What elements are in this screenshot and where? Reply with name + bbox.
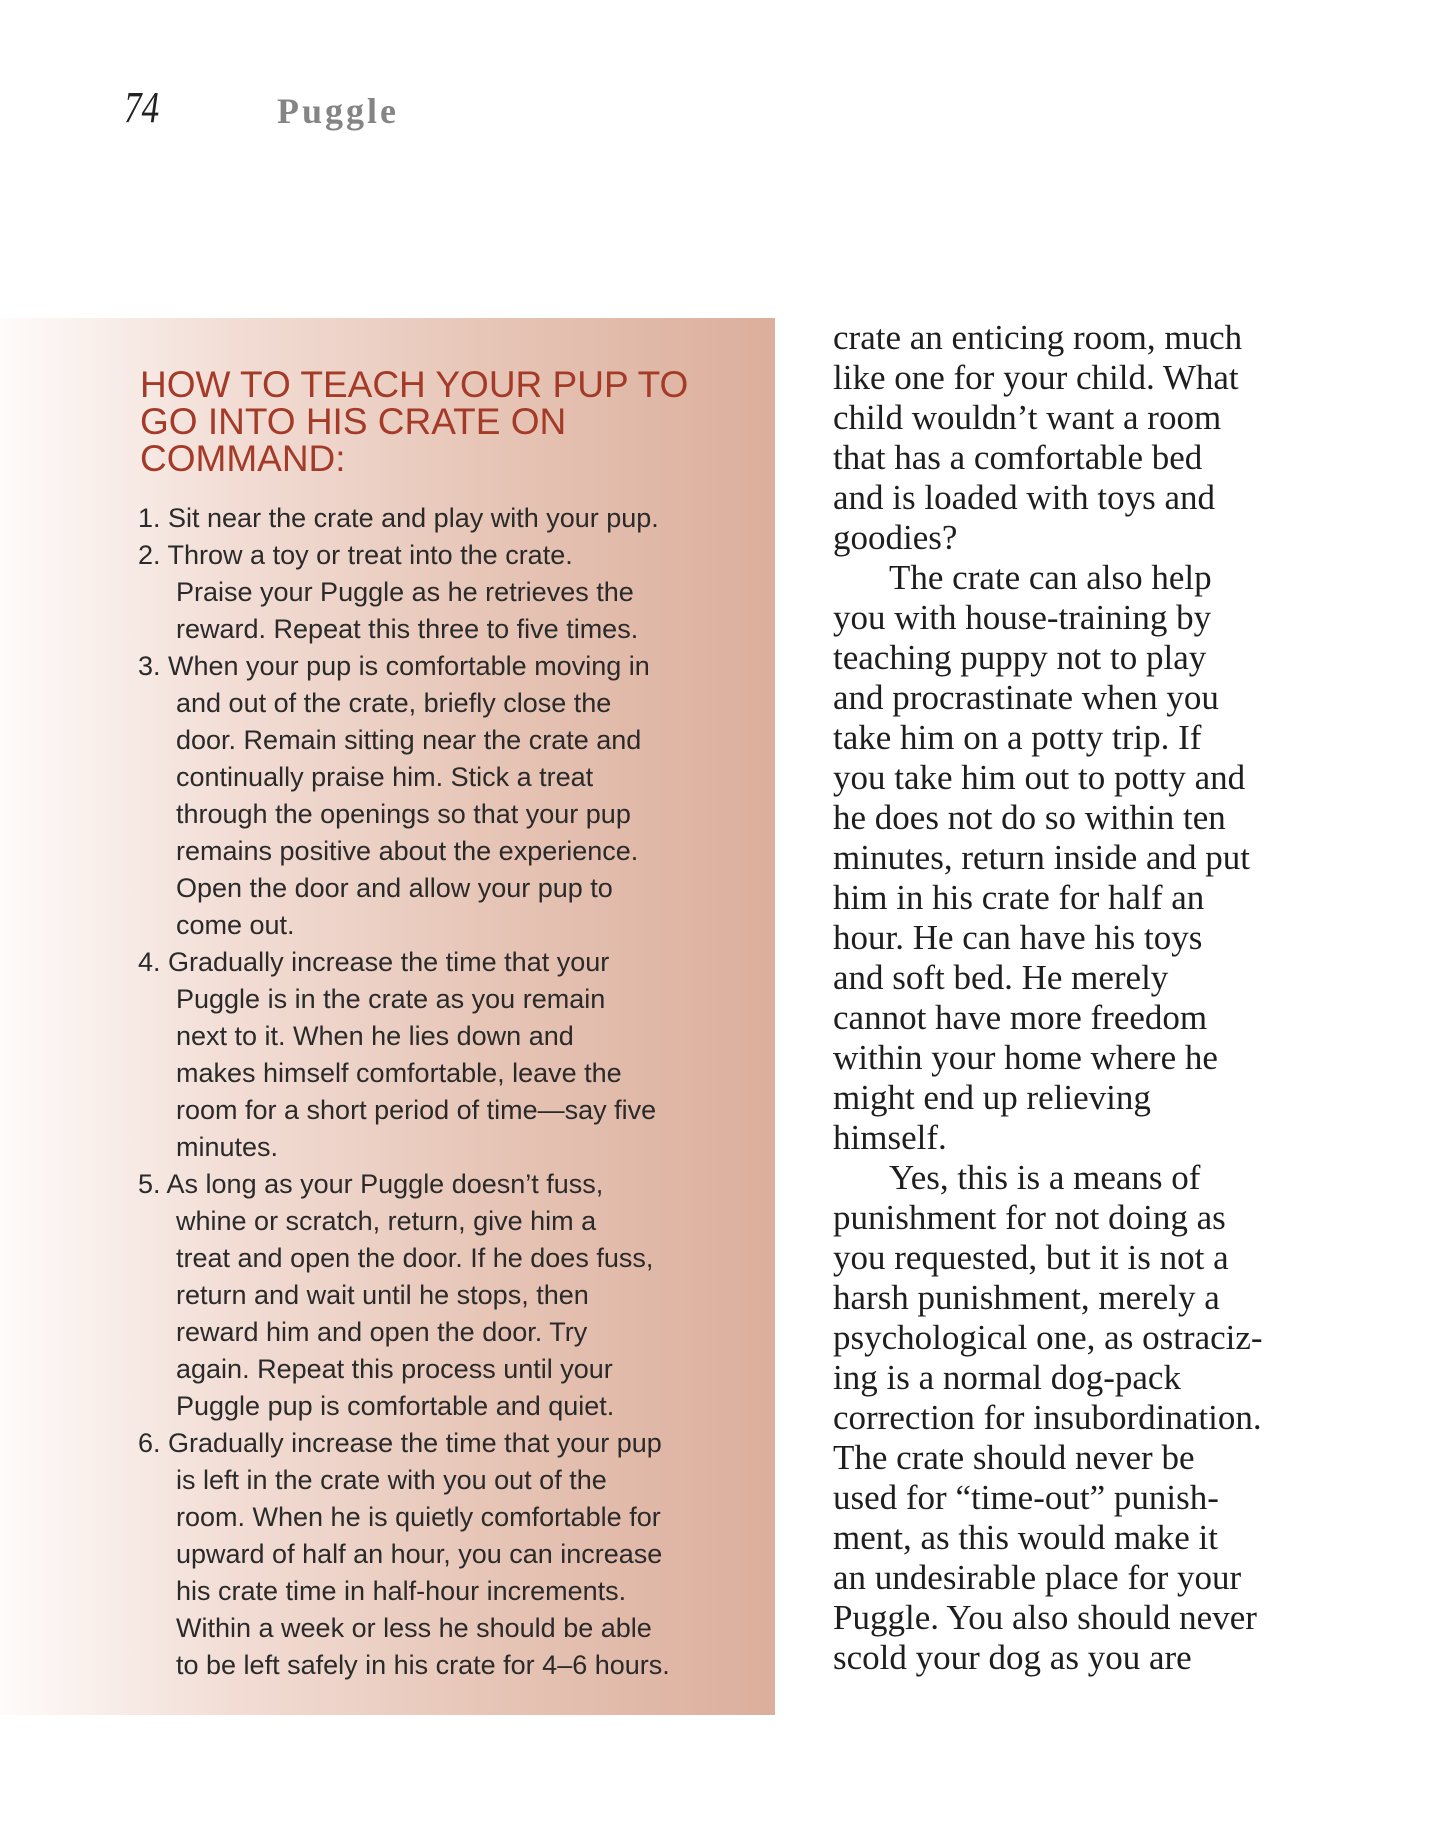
list-item-line: Praise your Puggle as he retrieves the bbox=[176, 577, 634, 607]
list-item-line: upward of half an hour, you can increase bbox=[176, 1539, 663, 1569]
body-text-line: Puggle. You also should never bbox=[833, 1598, 1257, 1637]
list-item-line: to be left safely in his crate for 4–6 hours. bbox=[176, 1650, 670, 1680]
list-item-line: through the openings so that your pup bbox=[176, 799, 631, 829]
body-text-line: cannot have more freedom bbox=[833, 998, 1208, 1037]
list-item-line: Puggle pup is comfortable and quiet. bbox=[176, 1391, 615, 1421]
heading-line: COMMAND: bbox=[140, 438, 346, 479]
body-column bbox=[833, 318, 1263, 1678]
body-text-line: correction for insubordination. bbox=[833, 1398, 1262, 1437]
list-item-line: remains positive about the experience. bbox=[176, 836, 639, 866]
body-text-line: you with house-training by bbox=[833, 598, 1212, 637]
body-text-line: and procrastinate when you bbox=[833, 678, 1219, 717]
list-item-line: is left in the crate with you out of the bbox=[176, 1465, 607, 1495]
body-text-line: you take him out to potty and bbox=[833, 758, 1246, 797]
list-item-line: Within a week or less he should be able bbox=[176, 1613, 652, 1643]
list-item-line: reward him and open the door. Try bbox=[176, 1317, 588, 1347]
body-text-line: psychological one, as ostraciz- bbox=[833, 1318, 1263, 1357]
list-item-line: treat and open the door. If he does fuss, bbox=[176, 1243, 654, 1273]
list-item-start: 6. Gradually increase the time that your pup bbox=[138, 1428, 662, 1458]
body-text-line: within your home where he bbox=[833, 1038, 1218, 1077]
heading-line: GO INTO HIS CRATE ON bbox=[140, 401, 567, 442]
page-number: 74 bbox=[124, 83, 160, 132]
list-item-start: 4. Gradually increase the time that your bbox=[138, 947, 610, 977]
body-text-line: hour. He can have his toys bbox=[833, 918, 1203, 957]
list-item-line: minutes. bbox=[176, 1132, 279, 1162]
list-item-line: and out of the crate, briefly close the bbox=[176, 688, 612, 718]
list-item-line: Puggle is in the crate as you remain bbox=[176, 984, 606, 1014]
list-item-start: 5. As long as your Puggle doesn’t fuss, bbox=[138, 1169, 604, 1199]
running-head: Puggle bbox=[277, 91, 399, 131]
body-text-line: punishment for not doing as bbox=[833, 1198, 1226, 1237]
body-text-line: goodies? bbox=[833, 518, 958, 557]
list-item-line: reward. Repeat this three to five times. bbox=[176, 614, 639, 644]
steps-list bbox=[138, 500, 670, 1684]
body-text-line: might end up relieving bbox=[833, 1078, 1151, 1117]
list-item-line: his crate time in half-hour increments. bbox=[176, 1576, 627, 1606]
list-item-line: return and wait until he stops, then bbox=[176, 1280, 589, 1310]
body-text-line: scold your dog as you are bbox=[833, 1638, 1192, 1677]
list-item-line: room. When he is quietly comfortable for bbox=[176, 1502, 661, 1532]
body-text-line: harsh punishment, merely a bbox=[833, 1278, 1220, 1317]
body-text-line: him in his crate for half an bbox=[833, 878, 1205, 917]
list-item-line: room for a short period of time—say five bbox=[176, 1095, 657, 1125]
body-text-line: crate an enticing room, much bbox=[833, 318, 1243, 357]
body-text-line: you requested, but it is not a bbox=[833, 1238, 1229, 1277]
body-text-line: ment, as this would make it bbox=[833, 1518, 1218, 1557]
list-item-line: makes himself comfortable, leave the bbox=[176, 1058, 622, 1088]
list-item-start: 2. Throw a toy or treat into the crate. bbox=[138, 540, 573, 570]
body-text-line: ing is a normal dog-pack bbox=[833, 1358, 1181, 1397]
list-item-start: 3. When your pup is comfortable moving in bbox=[138, 651, 650, 681]
body-text-line: that has a comfortable bed bbox=[833, 438, 1203, 477]
body-text-line: child wouldn’t want a room bbox=[833, 398, 1222, 437]
list-item-line: Open the door and allow your pup to bbox=[176, 873, 613, 903]
list-item-line: door. Remain sitting near the crate and bbox=[176, 725, 642, 755]
list-item-line: come out. bbox=[176, 910, 295, 940]
heading-line: HOW TO TEACH YOUR PUP TO bbox=[140, 364, 689, 405]
body-text-line: The crate should never be bbox=[833, 1438, 1195, 1477]
body-text-line: and soft bed. He merely bbox=[833, 958, 1169, 997]
body-text-line: minutes, return inside and put bbox=[833, 838, 1251, 877]
list-item-line: whine or scratch, return, give him a bbox=[176, 1206, 597, 1236]
body-text-line: himself. bbox=[833, 1118, 947, 1157]
sidebar-box bbox=[0, 318, 775, 1715]
body-text-line: like one for your child. What bbox=[833, 358, 1239, 397]
body-text-line: Yes, this is a means of bbox=[889, 1158, 1201, 1197]
list-item-start: 1. Sit near the crate and play with your pup. bbox=[138, 503, 659, 533]
body-text-line: take him on a potty trip. If bbox=[833, 718, 1202, 757]
body-text-line: teaching puppy not to play bbox=[833, 638, 1207, 677]
body-text-line: used for “time-out” punish- bbox=[833, 1478, 1219, 1517]
body-text-line: an undesirable place for your bbox=[833, 1558, 1242, 1597]
sidebar-heading bbox=[140, 366, 688, 477]
body-text-line: he does not do so within ten bbox=[833, 798, 1226, 837]
list-item-line: again. Repeat this process until your bbox=[176, 1354, 613, 1384]
list-item-line: continually praise him. Stick a treat bbox=[176, 762, 594, 792]
body-text-line: The crate can also help bbox=[889, 558, 1212, 597]
list-item-line: next to it. When he lies down and bbox=[176, 1021, 574, 1051]
body-text-line: and is loaded with toys and bbox=[833, 478, 1216, 517]
